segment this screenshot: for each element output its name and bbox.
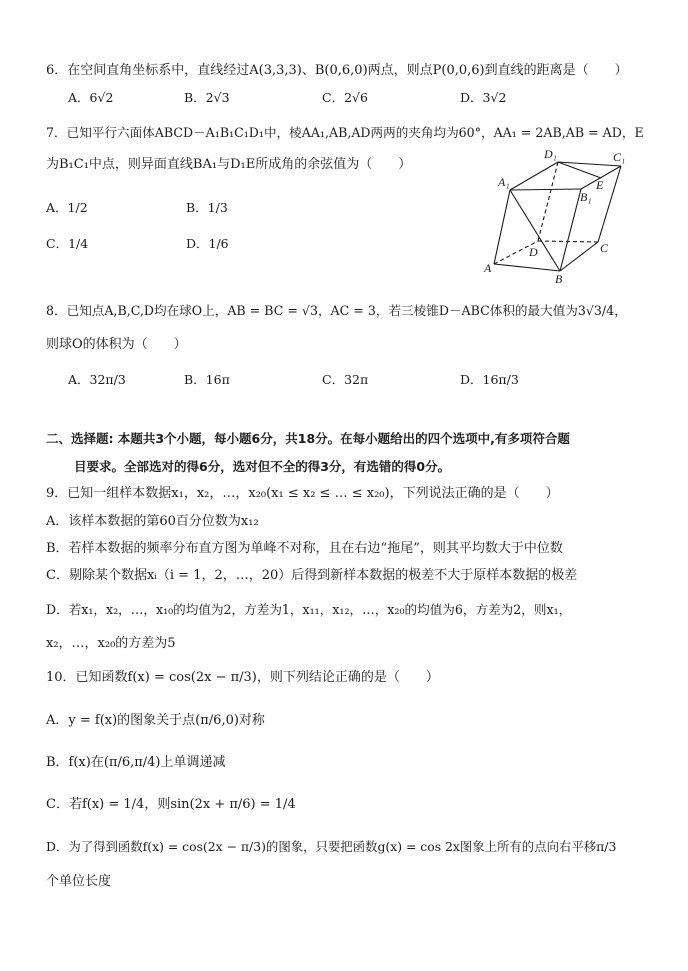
label-d: D bbox=[529, 245, 538, 259]
label-d1: D₁ bbox=[544, 147, 557, 161]
q6-option-c: C．2√6 bbox=[322, 90, 368, 105]
q10-option-d-line1: D．为了得到函数f(x) = cos(2x − π/3)的图象，只要把函数g(x) = cos 2x图象上所有的点向右平移π/3 bbox=[46, 839, 617, 854]
q10-option-b: B．f(x)在(π/6,π/4)上单调递减 bbox=[46, 755, 226, 770]
label-c: C bbox=[600, 241, 609, 255]
q7-stem-line1: 7．已知平行六面体ABCD－A₁B₁C₁D₁中，棱AA₁,AB,AD两两的夹角均为60°，AA₁ = 2AB,AB = AD，E bbox=[46, 125, 644, 140]
label-c1: C₁ bbox=[613, 150, 626, 164]
q9-stem: 9．已知一组样本数据x₁，x₂，…，x₂₀(x₁ ≤ x₂ ≤ … ≤ x₂₀)，下列说法正确的是（ ） bbox=[46, 486, 559, 501]
q7-option-a: A．1/2 bbox=[46, 200, 88, 215]
q9-option-d-line2: x₂，…，x₂₀的方差为5 bbox=[46, 636, 176, 651]
q9-option-c: C．剔除某个数据xᵢ（i = 1，2，…，20）后得到新样本数据的极差不大于原样本数据的极差 bbox=[46, 568, 578, 583]
q8-stem-line1: 8．已知点A,B,C,D均在球O上，AB = BC = √3，AC = 3，若三棱锥D－ABC体积的最大值为3√3/4， bbox=[46, 303, 627, 318]
q9-option-a: A．该样本数据的第60百分位数为x₁₂ bbox=[46, 514, 259, 529]
q7-option-d: D．1/6 bbox=[186, 236, 229, 251]
label-a1: A₁ bbox=[498, 175, 510, 189]
q9-option-b: B．若样本数据的频率分布直方图为单峰不对称，且在右边“拖尾”，则其平均数大于中位数 bbox=[46, 541, 563, 556]
label-a: A bbox=[484, 261, 492, 275]
q8-stem-line2: 则球O的体积为（ ） bbox=[46, 337, 187, 352]
q7-option-c: C．1/4 bbox=[46, 236, 89, 251]
q10-option-a: A．y = f(x)的图象关于点(π/6,0)对称 bbox=[46, 713, 265, 728]
q8-option-c: C．32π bbox=[322, 372, 369, 387]
q6-stem: 6．在空间直角坐标系中，直线经过A(3,3,3)、B(0,6,0)两点，则点P(0,0,6)到直线的距离是（ ） bbox=[46, 63, 628, 78]
parallelepiped-figure bbox=[478, 144, 638, 286]
q10-stem: 10．已知函数f(x) = cos(2x − π/3)，则下列结论正确的是（ ） bbox=[46, 670, 439, 685]
section2-heading-line1: 二、选择题: 本题共3个小题，每小题6分，共18分。在每小题给出的四个选项中,有多项符合题 bbox=[46, 431, 570, 446]
q8-option-a: A．32π/3 bbox=[68, 372, 126, 387]
q10-option-c: C．若f(x) = 1/4，则sin(2x + π/6) = 1/4 bbox=[46, 797, 296, 812]
label-b1: B₁ bbox=[580, 190, 592, 204]
q10-option-d-line2: 个单位长度 bbox=[46, 874, 112, 889]
label-e: E bbox=[596, 178, 604, 192]
q8-option-d: D．16π/3 bbox=[460, 372, 519, 387]
q8-option-b: B．16π bbox=[184, 372, 230, 387]
q7-option-b: B．1/3 bbox=[186, 200, 228, 215]
q7-stem-line2: 为B₁C₁中点，则异面直线BA₁与D₁E所成角的余弦值为（ ） bbox=[46, 157, 412, 172]
q6-option-a: A．6√2 bbox=[68, 90, 114, 105]
q6-option-b: B．2√3 bbox=[184, 90, 230, 105]
q9-option-d-line1: D．若x₁，x₂，…，x₁₀的均值为2，方差为1，x₁₁，x₁₂，…，x₂₀的均值为6，方差为2，则x₁， bbox=[46, 602, 572, 617]
label-b: B bbox=[555, 272, 563, 286]
section2-heading-line2: 目要求。全部选对的得6分，选对但不全的得3分，有选错的得0分。 bbox=[74, 459, 451, 474]
q6-option-d: D．3√2 bbox=[460, 90, 507, 105]
